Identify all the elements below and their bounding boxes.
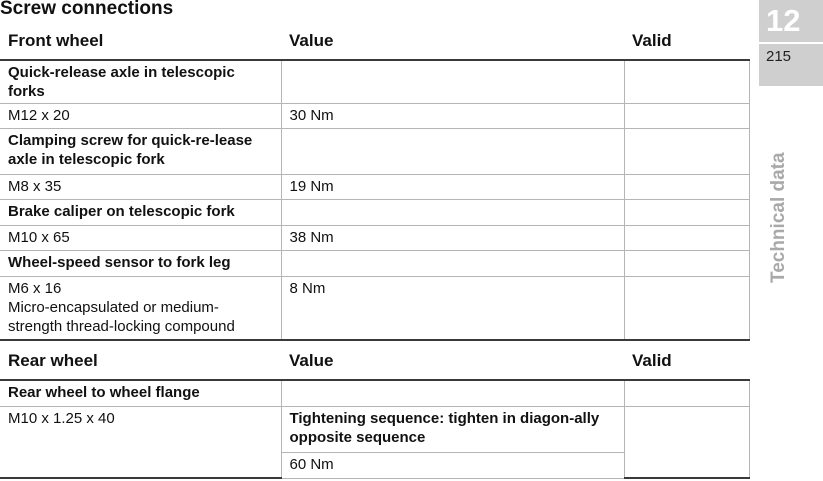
row-value: 30 Nm (281, 103, 624, 128)
page-number: 215 (766, 48, 792, 65)
row-value (281, 60, 624, 103)
row-value (281, 199, 624, 225)
row-valid (624, 250, 749, 276)
table-row (0, 250, 749, 276)
row-label: Quick-release axle in telescopic forks (0, 60, 281, 103)
row-valid (624, 174, 749, 199)
row-label: M8 x 35 (0, 174, 281, 199)
table-row (0, 276, 749, 340)
row-valid (624, 103, 749, 128)
table-row (0, 174, 749, 199)
row-valid (624, 406, 749, 478)
row-note: Micro-encapsulated or medium-strength thread-locking compound (8, 298, 235, 335)
table-row (0, 406, 749, 452)
row-value (281, 128, 624, 174)
row-label: Clamping screw for quick-re-lease axle in telescopic fork (0, 128, 281, 174)
row-value: 60 Nm (281, 452, 624, 478)
table-row (0, 380, 749, 406)
row-valid (624, 60, 749, 103)
front-wheel-header: Front wheel (0, 22, 281, 60)
row-label: M6 x 16 (8, 279, 62, 297)
table-row (0, 199, 749, 225)
side-section-title: Technical data (768, 152, 789, 283)
row-label-cell (0, 276, 281, 340)
row-valid (624, 276, 749, 340)
rear-value-header: Value (281, 340, 624, 380)
chapter-divider (759, 42, 823, 44)
rear-valid-header: Valid (624, 340, 749, 380)
front-wheel-header-row (0, 22, 749, 60)
row-label: Rear wheel to wheel flange (0, 380, 281, 406)
row-value: 38 Nm (281, 225, 624, 250)
row-label: M10 x 65 (0, 225, 281, 250)
row-label: Wheel-speed sensor to fork leg (0, 250, 281, 276)
front-valid-header: Valid (624, 22, 749, 60)
rear-wheel-header-row (0, 340, 749, 380)
rear-wheel-header: Rear wheel (0, 340, 281, 380)
row-valid (624, 199, 749, 225)
page-heading: Screw connections (0, 0, 174, 19)
row-sequence: Tightening sequence: tighten in diagon-ally opposite sequence (281, 406, 624, 452)
screw-connections-table (0, 22, 750, 479)
table-row (0, 60, 749, 103)
row-valid (624, 128, 749, 174)
row-label: M10 x 1.25 x 40 (0, 406, 281, 478)
row-label: Brake caliper on telescopic fork (0, 199, 281, 225)
front-value-header: Value (281, 22, 624, 60)
table-row (0, 225, 749, 250)
row-valid (624, 380, 749, 406)
row-valid (624, 225, 749, 250)
row-value: 8 Nm (281, 276, 624, 340)
table-row (0, 103, 749, 128)
row-value (281, 380, 624, 406)
chapter-number: 12 (766, 3, 801, 38)
row-value (281, 250, 624, 276)
row-label: M12 x 20 (0, 103, 281, 128)
row-value: 19 Nm (281, 174, 624, 199)
table-row (0, 128, 749, 174)
